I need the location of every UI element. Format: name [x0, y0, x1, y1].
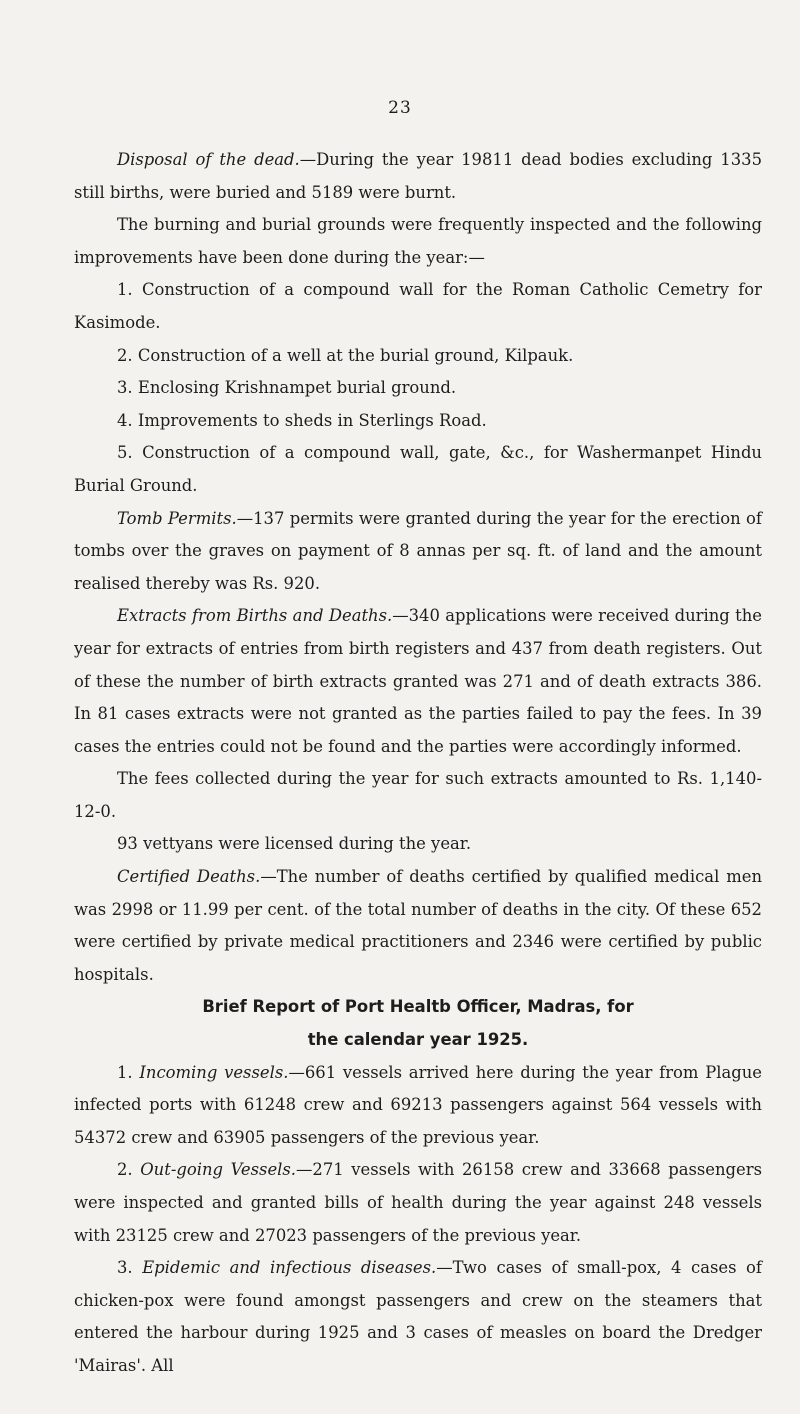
epidemic-heading: Epidemic and infectious diseases.	[142, 1258, 437, 1278]
incoming-paragraph	[74, 1057, 762, 1155]
grounds-item-5: 5. Construction of a compound wall, gate, &c., for Washermanpet Hindu Burial Ground.	[74, 443, 762, 495]
certified-heading: Certified Deaths.	[117, 867, 261, 887]
vettyans-paragraph: 93 vettyans were licensed during the year.	[117, 834, 472, 854]
grounds-item-2: 2. Construction of a well at the burial ground, Kilpauk.	[117, 345, 574, 365]
extracts-fees: The fees collected during the year for such extracts amounted to Rs. 1,140-12-0.	[74, 769, 762, 821]
report-title-line-1: Brief Report of Port Healtb Officer, Madras, for	[202, 997, 634, 1017]
disposal-text: —During the year 19811 dead bodies excluding 1335 still births, were buried and 5189 were burnt.	[74, 150, 762, 202]
grounds-item-4: 4. Improvements to sheds in Sterlings Road.	[117, 410, 487, 430]
grounds-item-3: 3. Enclosing Krishnampet burial ground.	[117, 378, 457, 398]
disposal-paragraph	[74, 144, 762, 209]
epidemic-paragraph	[74, 1252, 762, 1382]
outgoing-paragraph	[74, 1154, 762, 1252]
extracts-paragraph	[74, 600, 762, 763]
disposal-heading: Disposal of the dead.	[117, 150, 300, 169]
outgoing-number: 2.	[117, 1160, 133, 1180]
incoming-text: —661 vessels arrived here during the year from Plague infected ports with 61248 crew and 69213 passengers against 564 vessels with 54372 crew and 63905 passengers of the previous year.	[74, 1062, 763, 1147]
page-number: 23	[388, 98, 412, 118]
incoming-heading: Incoming vessels.	[139, 1062, 289, 1082]
report-title-line-2: the calendar year 1925.	[307, 1030, 529, 1050]
extracts-text: —340 applications were received during the year for extracts of entries from birth registers and 437 from death registers. Out of these the number of birth extracts granted was 271 and of death extracts 386. In 81 cases extracts were not granted as the parties failed to pay the fees. In 39 cases the entries could not be found and the parties were accordingly informed.	[74, 606, 762, 756]
grounds-intro: The burning and burial grounds were frequently inspected and the following improvements have been done during the year:—	[74, 215, 762, 267]
epidemic-number: 3.	[117, 1258, 133, 1278]
extracts-heading: Extracts from Births and Deaths.	[117, 606, 393, 626]
certified-text: —The number of deaths certified by qualified medical men was 2998 or 11.99 per cent. of the total number of deaths in the city. Of these 652 were certified by private medical practitioners and 2346 were certified by public hospitals.	[74, 867, 762, 984]
grounds-item-1: 1. Construction of a compound wall for the Roman Catholic Cemetry for Kasimode.	[74, 280, 762, 332]
incoming-number: 1.	[117, 1062, 133, 1082]
outgoing-heading: Out-going Vessels.	[140, 1160, 297, 1180]
tomb-text: —137 permits were granted during the year for the erection of tombs over the graves on payment of 8 annas per sq. ft. of land and the amount realised thereby was Rs. 920.	[74, 508, 762, 593]
epidemic-text: —Two cases of small-pox, 4 cases of chicken-pox were found amongst passengers and crew on the steamers that entered the harbour during 1925 and 3 cases of measles on board the Dredger 'Mairas'. All	[74, 1258, 762, 1375]
tomb-paragraph	[74, 503, 762, 601]
outgoing-text: —271 vessels with 26158 crew and 33668 passengers were inspected and granted bills of health during the year against 248 vessels with 23125 crew and 27023 passengers of the previous year.	[74, 1160, 762, 1245]
certified-paragraph	[74, 861, 762, 991]
tomb-heading: Tomb Permits.	[117, 508, 237, 528]
document-body	[74, 144, 762, 1383]
